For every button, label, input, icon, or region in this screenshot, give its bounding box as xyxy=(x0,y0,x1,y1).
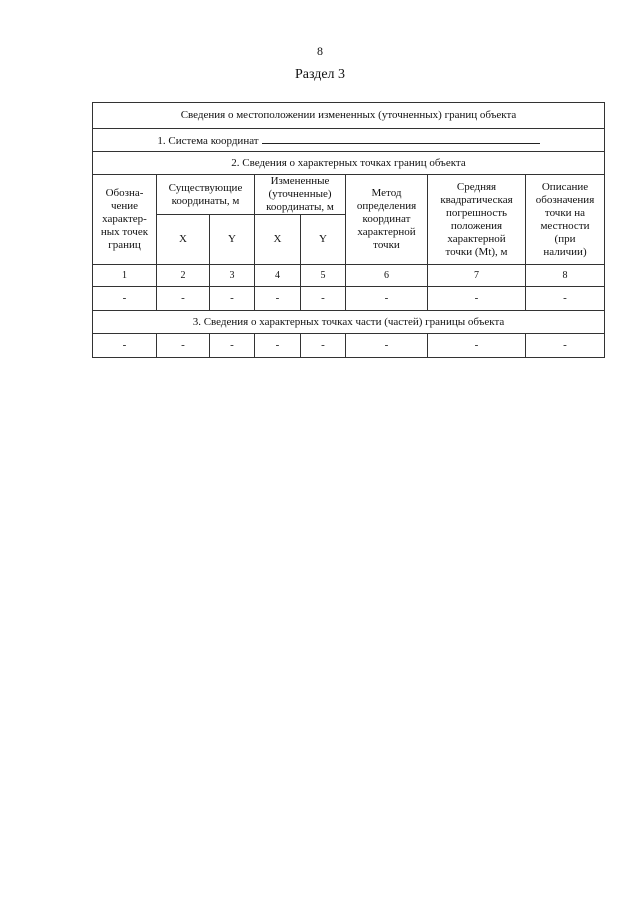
table-cell: - xyxy=(93,334,157,358)
header-mean-square-error: Средняя квадратическая погрешность положения характерной точки (Mt), м xyxy=(428,175,526,265)
table-cell: - xyxy=(255,334,301,358)
points-section-label: 2. Сведения о характерных точках границ объекта xyxy=(93,152,605,175)
parts-data-row xyxy=(93,334,605,358)
table-cell: - xyxy=(346,287,428,311)
boundary-info-table xyxy=(92,102,605,358)
table-cell: - xyxy=(346,334,428,358)
page-number: 8 xyxy=(317,44,323,58)
parts-section-label: 3. Сведения о характерных точках части (частей) границы объекта xyxy=(93,311,605,334)
table-cell: - xyxy=(301,334,346,358)
column-number: 4 xyxy=(255,265,301,287)
table-cell: - xyxy=(157,334,210,358)
column-number: 1 xyxy=(93,265,157,287)
table-cell: - xyxy=(255,287,301,311)
table-title: Сведения о местоположении измененных (уточненных) границ объекта xyxy=(93,103,605,129)
table-cell: - xyxy=(428,334,526,358)
table-cell: - xyxy=(210,334,255,358)
header-existing-x: X xyxy=(157,215,210,265)
table-cell: - xyxy=(301,287,346,311)
coord-system-label: 1. Система координат xyxy=(157,134,259,147)
header-existing-y: Y xyxy=(210,215,255,265)
column-number: 5 xyxy=(301,265,346,287)
points-data-row xyxy=(93,287,605,311)
header-method: Метод определения координат характерной точки xyxy=(346,175,428,265)
header-changed-y: Y xyxy=(301,215,346,265)
header-designation: Обозна- чение характер- ных точек границ xyxy=(93,175,157,265)
table-cell: - xyxy=(210,287,255,311)
coord-system-row xyxy=(93,129,605,152)
header-changed-coords: Измененные (уточненные) координаты, м xyxy=(255,175,346,215)
column-number: 8 xyxy=(526,265,605,287)
column-numbers-row xyxy=(93,265,605,287)
table-cell: - xyxy=(526,334,605,358)
header-existing-coords: Существующие координаты, м xyxy=(157,175,255,215)
column-number: 2 xyxy=(157,265,210,287)
table-cell: - xyxy=(157,287,210,311)
header-changed-x: X xyxy=(255,215,301,265)
column-number: 6 xyxy=(346,265,428,287)
table-cell: - xyxy=(526,287,605,311)
header-description: Описание обозначения точки на местности (при наличии) xyxy=(526,175,605,265)
column-number: 3 xyxy=(210,265,255,287)
column-number: 7 xyxy=(428,265,526,287)
table-cell: - xyxy=(93,287,157,311)
table-cell: - xyxy=(428,287,526,311)
section-title: Раздел 3 xyxy=(294,67,346,82)
coord-system-blank-line xyxy=(262,133,540,144)
